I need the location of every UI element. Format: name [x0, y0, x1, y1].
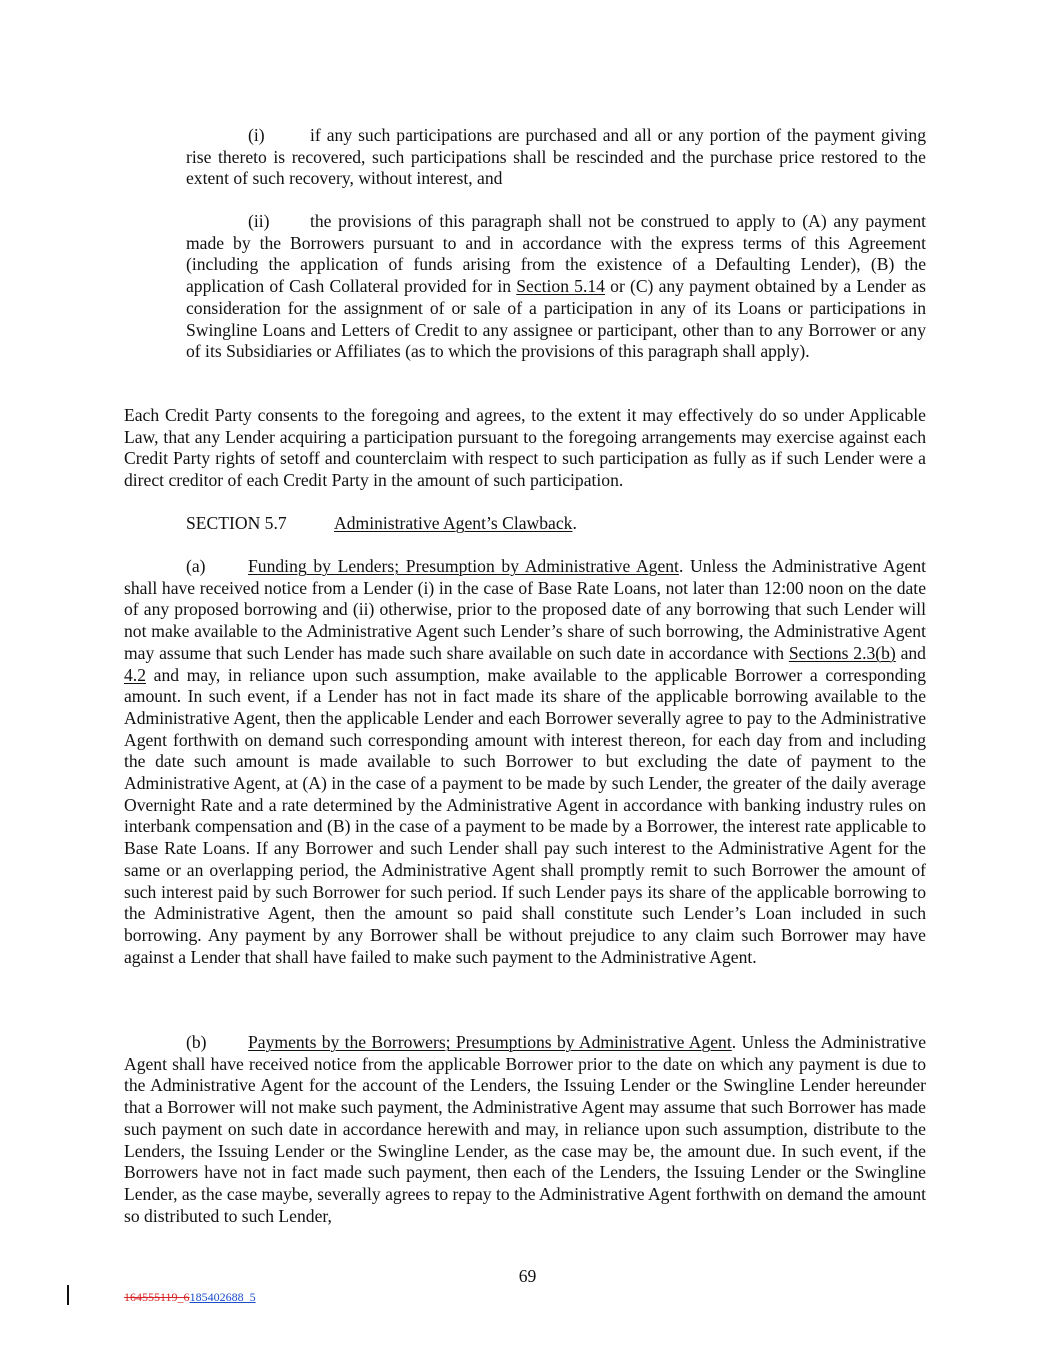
paragraph-a-and-text: and: [895, 642, 926, 663]
item-i-paragraph: [186, 125, 926, 190]
paragraph-b: [124, 1032, 926, 1227]
item-ii-text-part1: the provisions of this paragraph shall not be construed to apply to (A) any payment made by the Borrowers pursuant to and in accordance with the express terms of this Agreement (including the application of funds arising from the existence of a Defaulting Lender), (B) the application of Cash Collateral provided for in: [186, 211, 926, 297]
document-id-inserted[interactable]: 185402688_5: [189, 1290, 256, 1304]
document-id-deleted: 164555119_6: [124, 1290, 190, 1304]
item-ii-text-part2: or (C) any payment obtained by a Lender as consideration for the assignment of or sale of a participation in any of its Loans or participations in Swingline Loans and Letters of Credit to any assignee or participant, other than to any Borrower or any of its Subsidiaries or Affiliates (as to which the provisions of this paragraph shall apply).: [186, 276, 926, 362]
page-number: 69: [518, 1266, 537, 1286]
item-i-text: if any such participations are purchased and all or any portion of the payment giving rise thereto is recovered, such participations shall be rescinded and the purchase price restored to the extent of such recovery, without interest, and: [186, 125, 926, 189]
paragraph-b-text: . Unless the Administrative Agent shall have received notice from the applicable Borrower prior to the date on which any payment is due to the Administrative Agent for the account of the Lenders, the Issuing Lender or the Swingline Lender hereunder that a Borrower will not make such payment, the Administrative Agent may assume that such Borrower has made such payment on such date in accordance herewith and may, in reliance upon such assumption, distribute to the Lenders, the Issuing Lender or the Swingline Lender, as the case may be, the amount due. In such event, if the Borrowers have not in fact made such payment, then each of the Lenders, the Issuing Lender or the Swingline Lender, as the case maybe, severally agrees to repay to the Administrative Agent forthwith on demand the amount so distributed to such Lender,: [124, 1032, 927, 1226]
paragraph-a-label: (a): [186, 556, 206, 576]
paragraph-a-heading: Funding by Lenders; Presumption by Administrative Agent: [248, 556, 679, 576]
paragraph-a: [124, 556, 926, 968]
section-number: SECTION 5.7: [186, 513, 287, 533]
document-id: [124, 1290, 256, 1304]
paragraph-b-heading: Payments by the Borrowers; Presumptions by Administrative Agent: [248, 1032, 732, 1052]
paragraph-a-text-part1: . Unless the Administrative Agent shall have received notice from a Lender (i) in the case of Base Rate Loans, not later than 12:00 noon on the date of any proposed borrowing and (ii) otherwise, prior to the proposed date of any borrowing that such Lender will not make available to the Administrative Agent such Lender’s share of such borrowing, the Administrative Agent may assume that such Lender has made such share available on such date in accordance with: [124, 556, 927, 663]
consent-paragraph: Each Credit Party consents to the foregoing and agrees, to the extent it may effectively do so under Applicable Law, that any Lender acquiring a participation pursuant to the foregoing arrangements may exercise against each Credit Party rights of setoff and counterclaim with respect to such participation as fully as if such Lender were a direct creditor of each Credit Party in the amount of such participation.: [124, 405, 926, 491]
section-heading: [186, 513, 926, 535]
section-4-2-link[interactable]: 4.2: [124, 664, 146, 685]
paragraph-a-text-part2: and may, in reliance upon such assumption, make available to the applicable Borrower a corresponding amount. In such event, if a Lender has not in fact made its share of the applicable borrowing available to the Administrative Agent, then the applicable Lender and each Borrower severally agree to pay to the Administrative Agent forthwith on demand such corresponding amount with interest thereon, for each day from and including the date such amount is made available to such Borrower to but excluding the date of payment to the Administrative Agent, at (A) in the case of a payment to be made by such Lender, the greater of the daily average Overnight Rate and a rate determined by the Administrative Agent in accordance with banking industry rules on interbank compensation and (B) in the case of a payment to be made by a Borrower, the interest rate applicable to Base Rate Loans. If any Borrower and such Lender shall pay such interest to the Administrative Agent for the same or an overlapping period, the Administrative Agent shall promptly remit to such Borrower the amount of such interest paid by such Borrower for such period. If such Lender pays its share of the applicable borrowing to the Administrative Agent, then the amount so paid shall constitute such Lender’s Loan included in such borrowing. Any payment by any Borrower shall be without prejudice to any claim such Borrower may have against a Lender that shall have failed to make such payment to the Administrative Agent.: [124, 664, 926, 967]
item-ii-label: (ii): [248, 211, 270, 231]
paragraph-b-label: (b): [186, 1032, 207, 1052]
section-5-14-link[interactable]: Section 5.14: [516, 276, 605, 297]
change-bar-marker: [67, 1285, 69, 1305]
section-title: Administrative Agent’s Clawback: [334, 513, 573, 533]
section-title-end: .: [572, 513, 577, 533]
item-ii-paragraph: [186, 211, 926, 363]
sections-2-3b-link[interactable]: Sections 2.3(b): [788, 642, 896, 663]
item-i-label: (i): [248, 125, 265, 145]
